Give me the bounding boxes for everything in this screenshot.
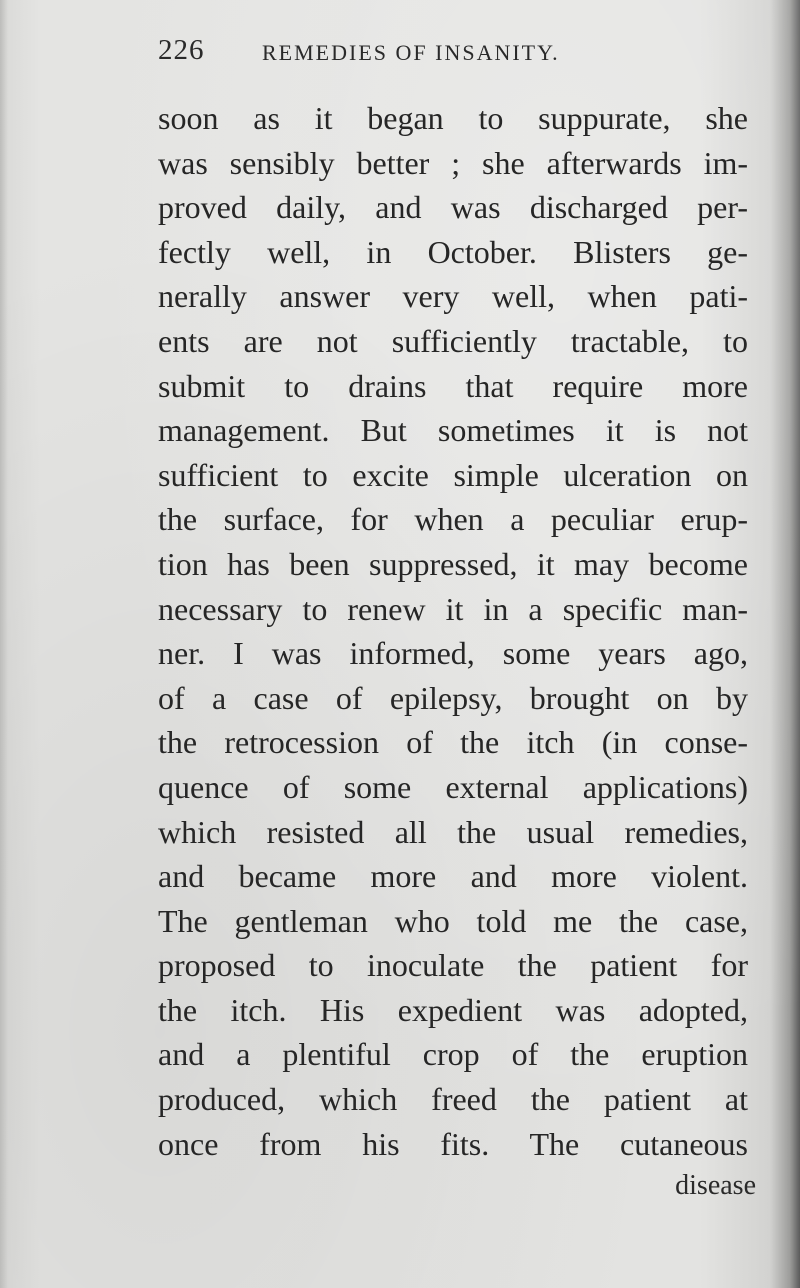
text-line: the surface, for when a peculiar erup- xyxy=(158,501,748,538)
text-line: sufficient to excite simple ulceration on xyxy=(158,456,748,493)
text-line: which resisted all the usual remedies, xyxy=(158,813,748,850)
text-line: soon as it began to suppurate, she xyxy=(158,100,748,136)
text-line: produced, which freed the patient at xyxy=(158,1081,748,1118)
text-line: the itch. His expedient was adopted, xyxy=(158,991,748,1028)
text-line: management. But sometimes it is not xyxy=(158,412,748,449)
page-header xyxy=(158,34,718,74)
body-text xyxy=(158,96,748,1166)
text-line: proved daily, and was discharged per- xyxy=(158,189,748,226)
page-gutter-shadow xyxy=(0,0,8,1288)
text-line: nerally answer very well, when pati- xyxy=(158,278,748,315)
page-number: 226 xyxy=(158,34,205,66)
running-head: REMEDIES OF INSANITY. xyxy=(262,40,560,65)
text-line: was sensibly better ; she afterwards im- xyxy=(158,144,748,181)
text-line: the retrocession of the itch (in conse- xyxy=(158,724,748,761)
text-line: of a case of epilepsy, brought on by xyxy=(158,679,748,716)
text-line: necessary to renew it in a specific man- xyxy=(158,590,748,627)
text-line: and a plentiful crop of the eruption xyxy=(158,1036,748,1073)
text-line: proposed to inoculate the patient for xyxy=(158,947,748,984)
catchword: disease xyxy=(675,1170,756,1201)
text-line: ents are not sufficiently tractable, to xyxy=(158,322,748,359)
text-line: submit to drains that require more xyxy=(158,367,748,404)
text-line: ner. I was informed, some years ago, xyxy=(158,635,748,672)
text-line: once from his fits. The cutaneous xyxy=(158,1125,748,1162)
text-line: and became more and more violent. xyxy=(158,858,748,895)
text-line: fectly well, in October. Blisters ge- xyxy=(158,233,748,270)
text-line: The gentleman who told me the case, xyxy=(158,902,748,939)
text-line: tion has been suppressed, it may become xyxy=(158,545,748,582)
text-line: quence of some external applications) xyxy=(158,768,748,805)
